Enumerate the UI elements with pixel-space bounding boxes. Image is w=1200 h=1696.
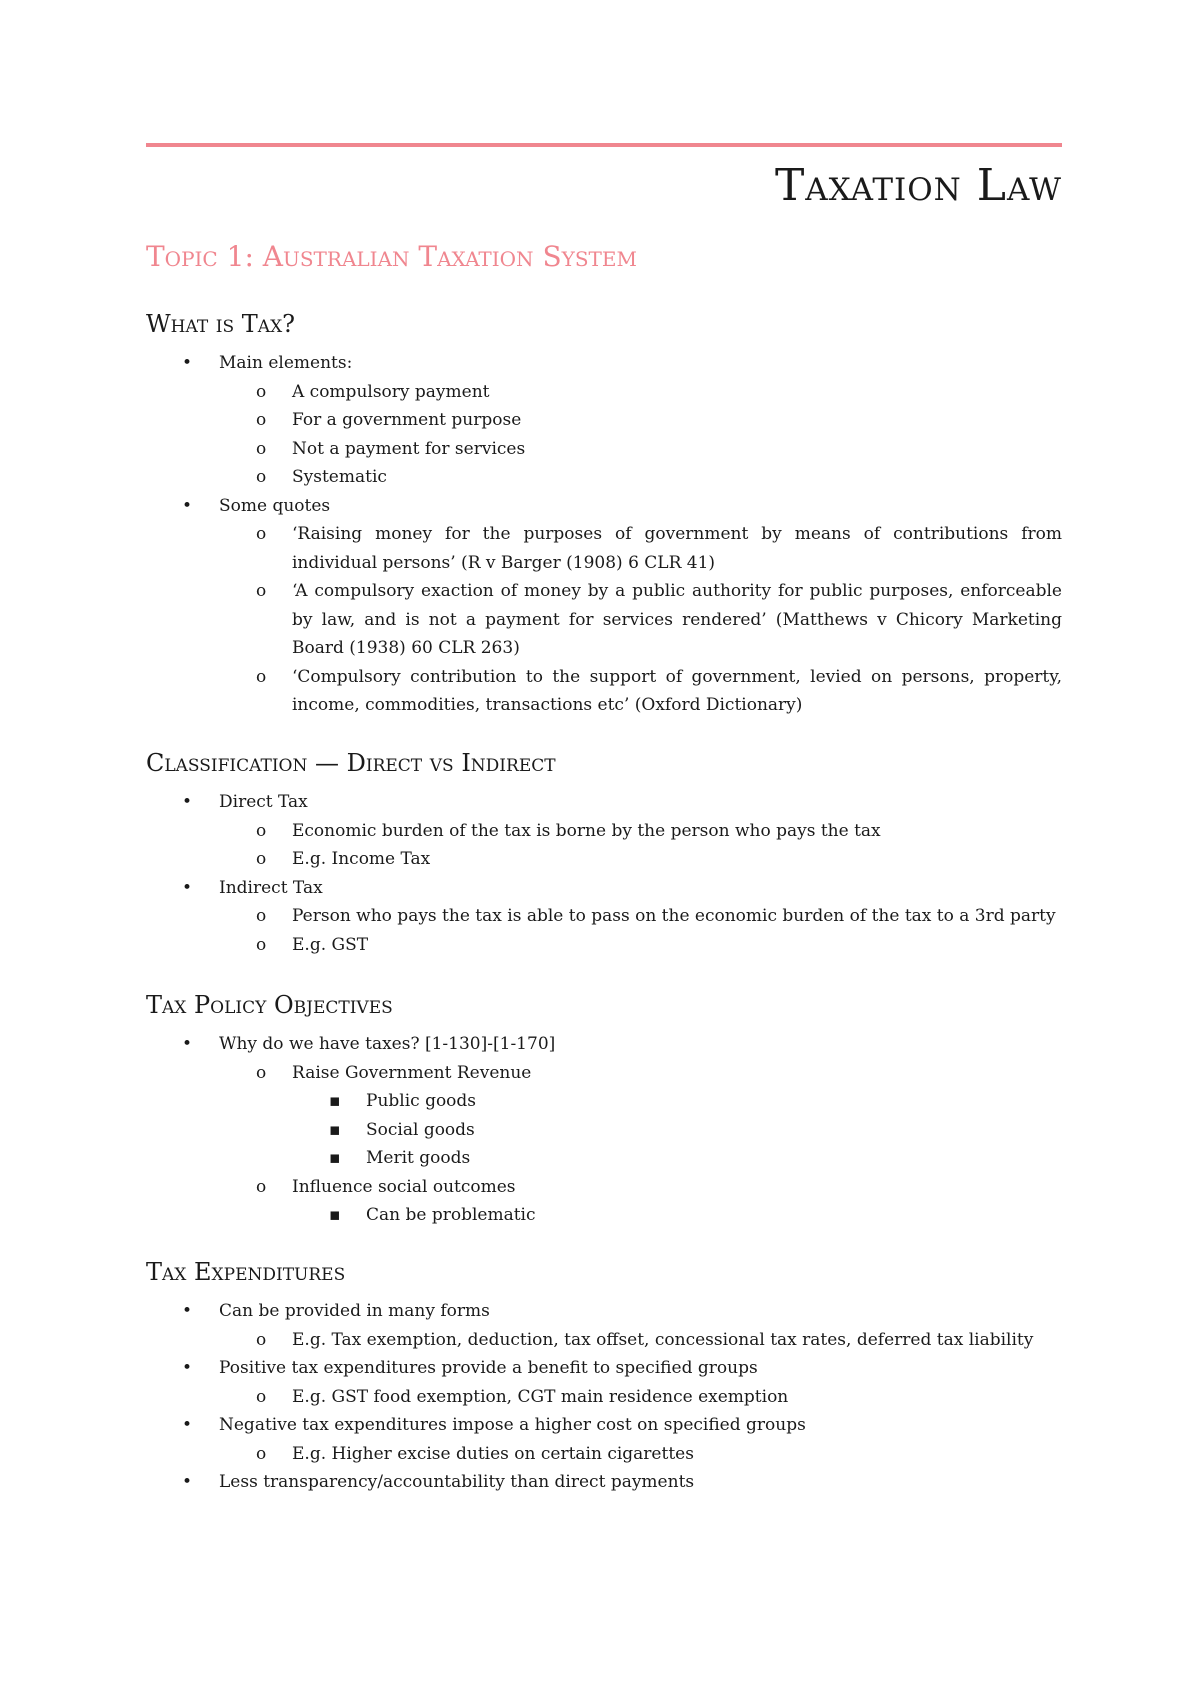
list-item: o E.g. GST	[146, 931, 1062, 960]
bullet-icon: •	[182, 792, 193, 812]
list-item: o ‘Compulsory contribution to the support of government, levied on persons, property, income, commodities, transactions etc’ (Oxford Dictionary)	[146, 663, 1062, 720]
list-item: • Less transparency/accountability than direct payments	[146, 1468, 1062, 1497]
circle-bullet-icon: o	[256, 1443, 267, 1464]
list-item: o Economic burden of the tax is borne by the person who pays the tax	[146, 817, 1062, 846]
list-item: o ‘A compulsory exaction of money by a public authority for public purposes, enforceable by law, and is not a payment for services rendered’ (Matthews v Chicory Marketing Board (1938) 60 CLR 263)	[146, 577, 1062, 663]
bullet-list	[146, 1030, 1062, 1230]
document-title: Taxation Law	[774, 160, 1062, 211]
circle-bullet-icon: o	[256, 849, 267, 869]
circle-bullet-icon: o	[256, 934, 267, 955]
bullet-icon: •	[182, 353, 193, 373]
list-item: • Negative tax expenditures impose a higher cost on specified groups	[146, 1411, 1062, 1440]
square-bullet-icon: ▪	[329, 1091, 341, 1111]
list-item: • Some quotes	[146, 492, 1062, 521]
section-heading: Tax Policy Objectives	[146, 991, 393, 1019]
list-item: ▪ Merit goods	[146, 1144, 1062, 1173]
list-item: • Why do we have taxes? [1-130]-[1-170]	[146, 1030, 1062, 1059]
square-bullet-icon: ▪	[329, 1119, 341, 1140]
circle-bullet-icon: o	[256, 1329, 267, 1350]
section-classification	[146, 748, 1062, 959]
section-expenditures	[146, 1257, 1062, 1497]
bullet-icon: •	[182, 1358, 193, 1378]
circle-bullet-icon: o	[256, 820, 267, 841]
circle-bullet-icon: o	[256, 906, 267, 926]
circle-bullet-icon: o	[256, 666, 267, 687]
square-bullet-icon: ▪	[329, 1148, 341, 1168]
circle-bullet-icon: o	[256, 524, 267, 544]
list-item: o E.g. Higher excise duties on certain cigarettes	[146, 1440, 1062, 1469]
circle-bullet-icon: o	[256, 581, 267, 601]
section-heading: Tax Expenditures	[146, 1258, 346, 1286]
bullet-icon: •	[182, 877, 193, 898]
list-item: ▪ Social goods	[146, 1116, 1062, 1145]
list-item: • Direct Tax	[146, 788, 1062, 817]
title-rule	[146, 143, 1062, 147]
list-item: o E.g. Tax exemption, deduction, tax offset, concessional tax rates, deferred tax liability	[146, 1326, 1062, 1355]
circle-bullet-icon: o	[256, 467, 267, 487]
list-item: ▪ Can be problematic	[146, 1201, 1062, 1230]
circle-bullet-icon: o	[256, 381, 267, 402]
list-item: o A compulsory payment	[146, 378, 1062, 407]
section-heading: Classification — Direct vs Indirect	[146, 749, 556, 777]
bullet-icon: •	[182, 1472, 193, 1492]
list-item: o E.g. GST food exemption, CGT main residence exemption	[146, 1383, 1062, 1412]
section-what-is-tax	[146, 309, 1062, 720]
list-item: o Raise Government Revenue	[146, 1059, 1062, 1088]
bullet-list	[146, 349, 1062, 720]
topic-heading: Topic 1: Australian Taxation System	[146, 240, 637, 273]
list-item: o For a government purpose	[146, 406, 1062, 435]
list-item: o Systematic	[146, 463, 1062, 492]
list-item: o Influence social outcomes	[146, 1173, 1062, 1202]
circle-bullet-icon: o	[256, 410, 267, 430]
circle-bullet-icon: o	[256, 1176, 267, 1197]
bullet-icon: •	[182, 1415, 193, 1435]
bullet-icon: •	[182, 495, 193, 516]
list-item: ▪ Public goods	[146, 1087, 1062, 1116]
bullet-icon: •	[182, 1034, 193, 1054]
bullet-list	[146, 788, 1062, 959]
circle-bullet-icon: o	[256, 1062, 267, 1083]
list-item: • Can be provided in many forms	[146, 1297, 1062, 1326]
circle-bullet-icon: o	[256, 1386, 267, 1407]
section-heading: What is Tax?	[146, 310, 296, 338]
circle-bullet-icon: o	[256, 438, 267, 459]
bullet-icon: •	[182, 1301, 193, 1321]
list-item: o ‘Raising money for the purposes of government by means of contributions from individual persons’ (R v Barger (1908) 6 CLR 41)	[146, 520, 1062, 577]
list-item: o Not a payment for services	[146, 435, 1062, 464]
list-item: o E.g. Income Tax	[146, 845, 1062, 874]
bullet-list	[146, 1297, 1062, 1497]
square-bullet-icon: ▪	[329, 1205, 341, 1225]
list-item: o Person who pays the tax is able to pass on the economic burden of the tax to a 3rd party	[146, 902, 1062, 931]
section-policy-objectives	[146, 990, 1062, 1230]
list-item: • Positive tax expenditures provide a benefit to specified groups	[146, 1354, 1062, 1383]
list-item: • Main elements:	[146, 349, 1062, 378]
list-item: • Indirect Tax	[146, 874, 1062, 903]
